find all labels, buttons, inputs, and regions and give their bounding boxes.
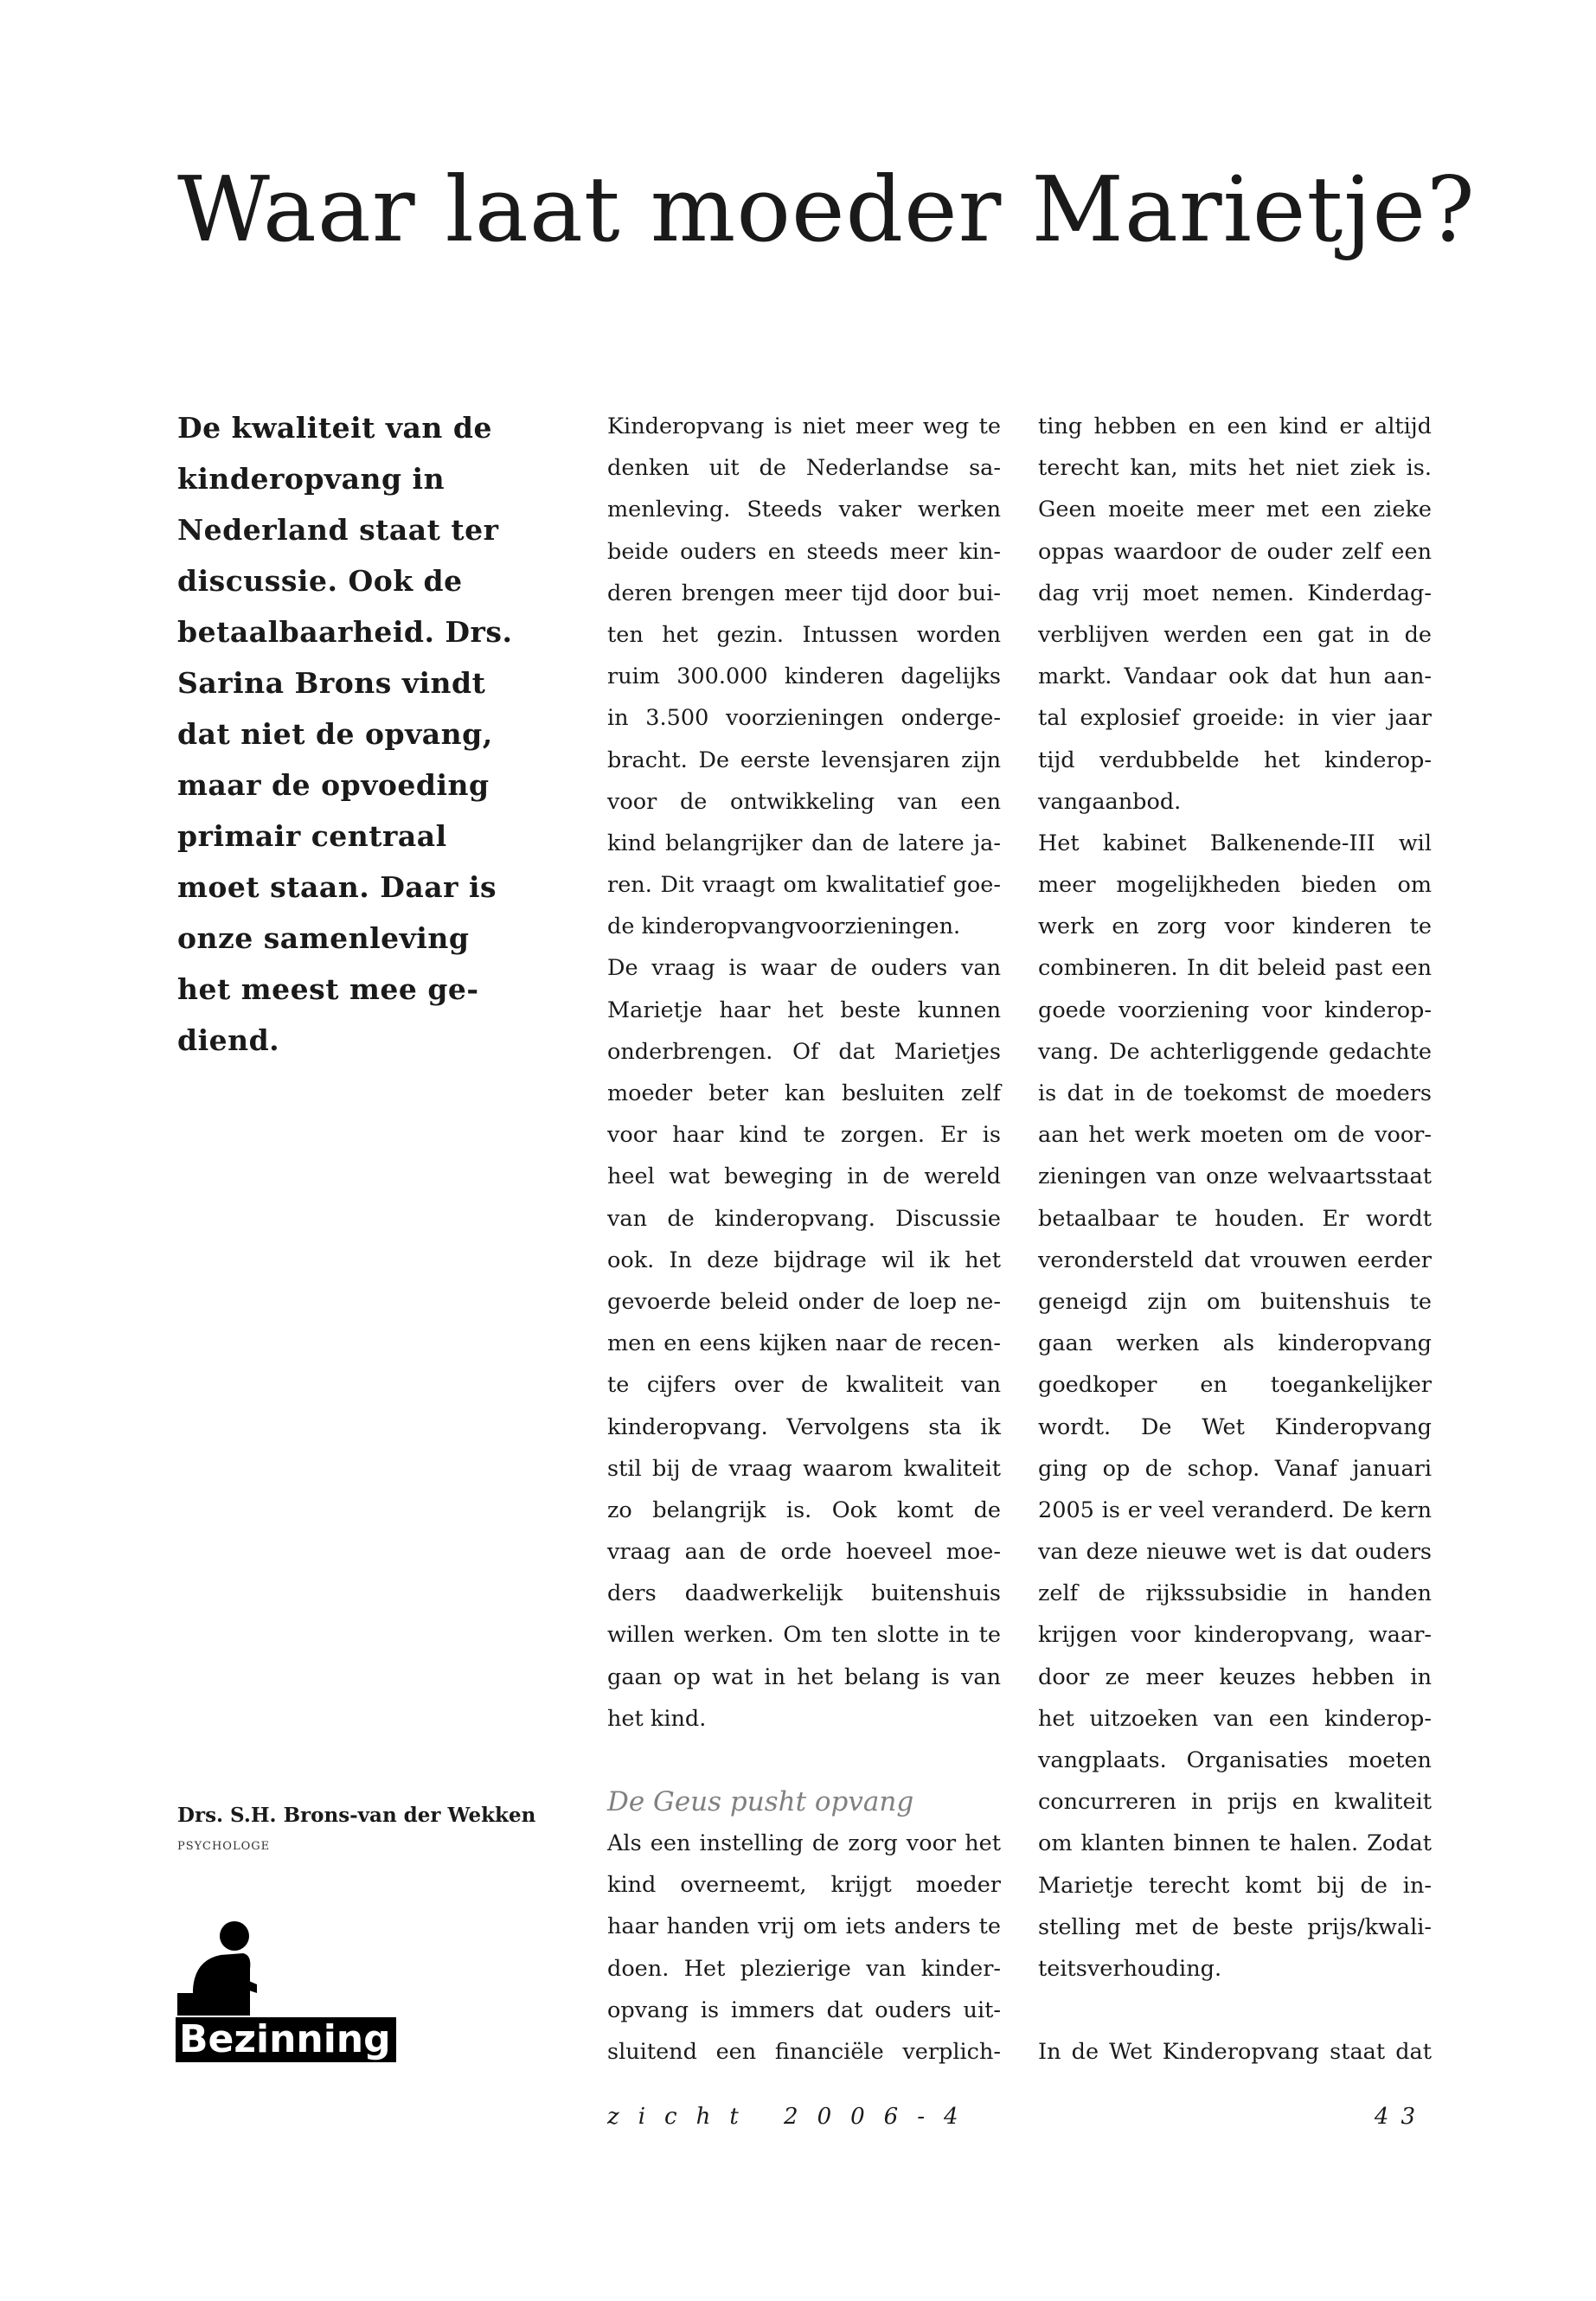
text-line: verondersteld dat vrouwen eerder — [1038, 1247, 1432, 1273]
text-line: wordt. De Wet Kinderopvang — [1038, 1413, 1432, 1440]
text-line: te cijfers over de kwaliteit van — [607, 1372, 1001, 1399]
text-line: ders daadwerkelijk buitenshuis — [607, 1580, 1001, 1607]
text-line: Het kabinet Balkenende-III wil — [1038, 830, 1432, 856]
text-line: geneigd zijn om buitenshuis te — [1038, 1288, 1432, 1315]
text-line: denken uit de Nederlandse sa- — [607, 455, 1001, 482]
logo-label: Bezinning — [176, 2017, 396, 2062]
bezinning-logo — [176, 1920, 396, 2063]
author-name: Drs. S.H. Brons-van der Wekken — [177, 1804, 536, 1827]
text-line: zelf de rijkssubsidie in handen — [1038, 1580, 1432, 1607]
text-line: concurreren in prijs en kwaliteit — [1038, 1789, 1432, 1816]
text-line: vangplaats. Organisaties moeten — [1038, 1747, 1432, 1773]
text-line: 2005 is er veel veranderd. De kern — [1038, 1497, 1432, 1523]
intro-line: diend. — [177, 1023, 280, 1057]
text-line: gaan op wat in het belang is van — [607, 1663, 1001, 1690]
text-line: teitsverhouding. — [1038, 1955, 1222, 1982]
text-line: vraag aan de orde hoeveel moe- — [607, 1539, 1001, 1566]
text-line: ging op de schop. Vanaf januari — [1038, 1455, 1432, 1482]
text-line: goede voorziening voor kinderop- — [1038, 997, 1432, 1023]
text-line: ook. In deze bijdrage wil ik het — [607, 1247, 1001, 1273]
text-line: aan het werk moeten om de voor- — [1038, 1122, 1432, 1149]
text-line: voor de ontwikkeling van een — [607, 788, 1001, 815]
intro-line: Nederland staat ter — [177, 513, 499, 547]
text-line: doen. Het plezierige van kinder- — [607, 1955, 1001, 1982]
text-line: om klanten binnen te halen. Zodat — [1038, 1830, 1432, 1857]
text-line: kind belangrijker dan de latere ja- — [607, 830, 1001, 856]
text-line: meer mogelijkheden bieden om — [1038, 872, 1432, 899]
text-line: combineren. In dit beleid past een — [1038, 955, 1432, 982]
text-line: krijgen voor kinderopvang, waar- — [1038, 1622, 1432, 1649]
text-line: Als een instelling de zorg voor het — [607, 1830, 1001, 1856]
text-line: tal explosief groeide: in vier jaar — [1038, 705, 1432, 732]
text-line: van deze nieuwe wet is dat ouders — [1038, 1539, 1432, 1566]
intro-line: moet staan. Daar is — [177, 870, 497, 904]
text-line: De vraag is waar de ouders van — [607, 955, 1001, 982]
text-line: stelling met de beste prijs/kwali- — [1038, 1913, 1432, 1940]
text-line: vangaanbod. — [1038, 788, 1182, 815]
text-line: Kinderopvang is niet meer weg te — [607, 413, 1001, 439]
text-line: haar handen vrij om iets anders te — [607, 1913, 1001, 1940]
section-subheading: De Geus pusht opvang — [607, 1786, 914, 1817]
text-line: ruim 300.000 kinderen dagelijks — [607, 663, 1001, 690]
text-line: moeder beter kan besluiten zelf — [607, 1080, 1001, 1106]
text-line: zieningen van onze welvaartsstaat — [1038, 1163, 1432, 1190]
journal-issue: zicht 2006-4 — [607, 2104, 977, 2130]
intro-text — [177, 402, 532, 1066]
text-line: terecht kan, mits het niet ziek is. — [1038, 455, 1432, 482]
text-line: de kinderopvangvoorzieningen. — [607, 913, 961, 940]
intro-line: kinderopvang in — [177, 462, 445, 496]
text-line: verblijven werden een gat in de — [1038, 621, 1432, 648]
text-line: tijd verdubbelde het kinderop- — [1038, 747, 1432, 773]
text-line: voor haar kind te zorgen. Er is — [607, 1122, 1001, 1149]
text-line: ren. Dit vraagt om kwalitatief goe- — [607, 872, 1001, 899]
page-number: 43 — [1374, 2104, 1427, 2130]
text-line: bracht. De eerste levensjaren zijn — [607, 747, 1001, 773]
intro-line: betaalbaarheid. Drs. — [177, 615, 513, 649]
intro-line: Sarina Brons vindt — [177, 666, 486, 700]
intro-line: De kwaliteit van de — [177, 411, 492, 445]
text-line: stil bij de vraag waarom kwaliteit — [607, 1455, 1001, 1482]
text-line: beide ouders en steeds meer kin- — [607, 538, 1001, 565]
text-line: vang. De achterliggende gedachte — [1038, 1038, 1432, 1065]
text-line: kind overneemt, krijgt moeder — [607, 1872, 1001, 1899]
article-title: Waar laat moeder Marietje? — [177, 157, 1476, 262]
text-line: In de Wet Kinderopvang staat dat — [1038, 2039, 1432, 2066]
text-line: Marietje terecht komt bij de in- — [1038, 1872, 1432, 1899]
text-line: het uitzoeken van een kinderop- — [1038, 1705, 1432, 1732]
text-line: dag vrij moet nemen. Kinderdag- — [1038, 580, 1432, 606]
text-line: goedkoper en toegankelijker — [1038, 1372, 1432, 1399]
author-role: PSYCHOLOGE — [177, 1840, 271, 1853]
text-line: gevoerde beleid onder de loep ne- — [607, 1288, 1001, 1315]
text-line: betaalbaar te houden. Er wordt — [1038, 1205, 1432, 1232]
text-line: menleving. Steeds vaker werken — [607, 497, 1001, 523]
text-line: deren brengen meer tijd door bui- — [607, 580, 1001, 606]
text-line: sluitend een financiële verplich- — [607, 2038, 1001, 2065]
text-line: gaan werken als kinderopvang — [1038, 1330, 1432, 1357]
text-line: in 3.500 voorzieningen ondergе- — [607, 705, 1001, 732]
text-line: het kind. — [607, 1705, 707, 1732]
text-line: Geen moeite meer met een zieke — [1038, 497, 1432, 523]
thinking-person-icon — [176, 1920, 396, 2016]
intro-line: het meest mee ge- — [177, 972, 479, 1006]
text-line: heel wat beweging in de wereld — [607, 1163, 1001, 1190]
text-line: markt. Vandaar ook dat hun aan- — [1038, 663, 1432, 690]
intro-line: onze samenleving — [177, 921, 470, 955]
text-line: ten het gezin. Intussen worden — [607, 621, 1001, 648]
intro-line: discussie. Ook de — [177, 564, 463, 598]
intro-line: dat niet de opvang, — [177, 717, 493, 751]
text-line: opvang is immers dat ouders uit- — [607, 1997, 1001, 2023]
text-line: door ze meer keuzes hebben in — [1038, 1663, 1432, 1690]
text-line: onderbrengen. Of dat Marietjes — [607, 1038, 1001, 1065]
body-column-1 — [607, 406, 1001, 2073]
text-line: Marietje haar het beste kunnen — [607, 997, 1001, 1023]
text-line: zo belangrijk is. Ook komt de — [607, 1497, 1001, 1523]
text-line: kinderopvang. Vervolgens sta ik — [607, 1413, 1001, 1440]
text-line: oppas waardoor de ouder zelf een — [1038, 538, 1432, 565]
text-line: werk en zorg voor kinderen te — [1038, 913, 1432, 940]
text-line: van de kinderopvang. Discussie — [607, 1205, 1001, 1232]
text-line: ting hebben en een kind er altijd — [1038, 413, 1432, 439]
text-line: is dat in de toekomst de moeders — [1038, 1080, 1432, 1106]
spacer — [1038, 1990, 1432, 2031]
body-column-2 — [1038, 406, 1432, 2073]
text-line: men en eens kijken naar de recen- — [607, 1330, 1001, 1357]
text-line: willen werken. Om ten slotte in te — [607, 1622, 1001, 1649]
spacer — [607, 1740, 1001, 1781]
intro-line: maar de opvoeding — [177, 768, 490, 802]
intro-line: primair centraal — [177, 819, 447, 853]
